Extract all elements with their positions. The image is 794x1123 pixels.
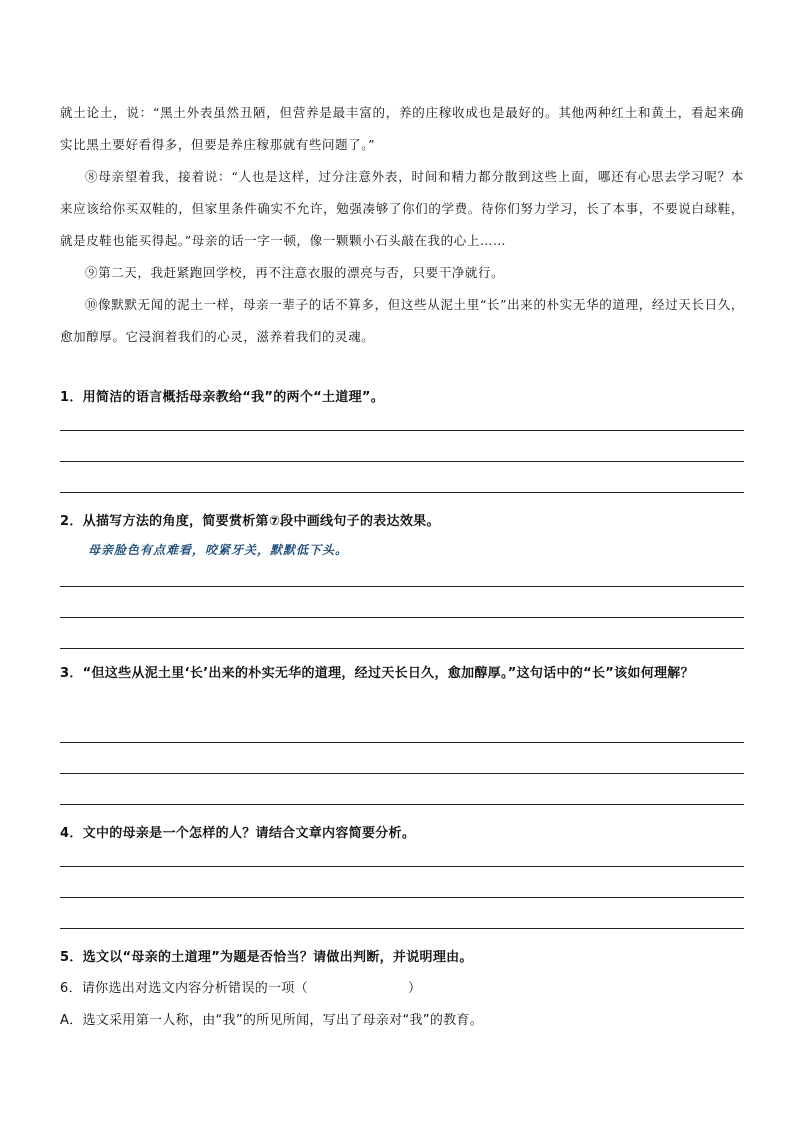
question-6-close: ）	[407, 981, 422, 996]
answer-line[interactable]	[60, 586, 744, 587]
answer-line[interactable]	[60, 492, 744, 493]
answer-line[interactable]	[60, 866, 744, 867]
paragraph-9: ⑨第二天，我赶紧跑回学校，再不注意衣服的漂亮与否，只要干净就行。	[85, 265, 505, 280]
paragraph-7-continued: 就土论土，说：“黑土外表虽然丑陋，但营养是最丰富的，养的庄稼收成也是最好的。其他两种红土和黄土，看起来确实比黑土要好看得多，但要是养庄稼那就有些问题了。”	[60, 105, 744, 152]
question-2: 2．从描写方法的角度，简要赏析第⑦段中画线句子的表达效果。	[60, 514, 440, 529]
answer-line[interactable]	[60, 742, 744, 743]
answer-line[interactable]	[60, 461, 744, 462]
question-5: 5．选文以“母亲的土道理”为题是否恰当？请做出判断，并说明理由。	[60, 950, 473, 965]
question-6	[60, 977, 744, 996]
answer-line[interactable]	[60, 928, 744, 929]
quoted-sentence: 母亲脸色有点难看，咬紧牙关，默默低下头。	[88, 543, 349, 557]
question-6-text: 6．请你选出对选文内容分析错误的一项（	[60, 981, 308, 996]
answer-line[interactable]	[60, 430, 744, 431]
answer-line[interactable]	[60, 648, 744, 649]
answer-line[interactable]	[60, 804, 744, 805]
answer-line[interactable]	[60, 773, 744, 774]
question-4: 4．文中的母亲是一个怎样的人？请结合文章内容简要分析。	[60, 826, 416, 841]
answer-line[interactable]	[60, 897, 744, 898]
answer-line[interactable]	[60, 617, 744, 618]
question-1: 1．用简洁的语言概括母亲教给“我”的两个“土道理”。	[60, 390, 385, 405]
paragraph-8: ⑧母亲望着我，接着说：“人也是这样，过分注意外表，时间和精力都分散到这些上面，哪还有心思去学习呢？本来应该给你买双鞋的，但家里条件确实不允许，勉强凑够了你们的学费。待你们努力学习，长了本事，不要说白球鞋，就是皮鞋也能买得起。”母亲的话一字一顿，像一颗颗小石头敲在我的心上……	[60, 169, 744, 248]
paragraph-10: ⑩像默默无闻的泥土一样，母亲一辈子的话不算多，但这些从泥土里“长”出来的朴实无华的道理，经过天长日久，愈加醇厚。它浸润着我们的心灵，滋养着我们的灵魂。	[60, 297, 744, 344]
reading-passage	[60, 97, 744, 353]
question-3: 3．“但这些从泥土里‘长’出来的朴实无华的道理，经过天长日久，愈加醇厚。”这句话中的“长”该如何理解？	[60, 666, 694, 681]
question-6-option-a[interactable]: A．选文采用第一人称，由“我”的所见所闻，写出了母亲对“我”的教育。	[60, 1013, 484, 1028]
